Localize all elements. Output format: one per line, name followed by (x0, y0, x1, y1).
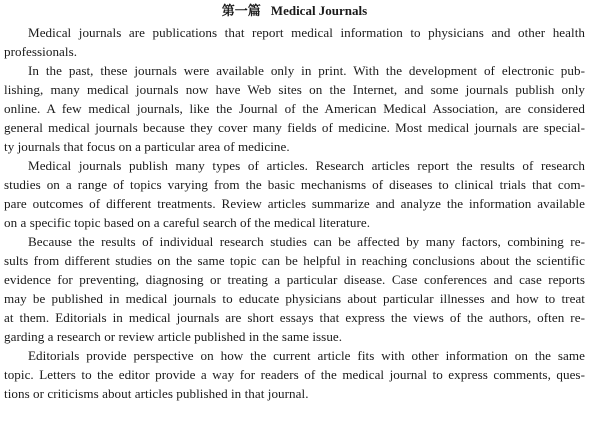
paragraph-1 (4, 23, 585, 61)
text-line: topic. Letters to the editor provide a way for readers of the medical journal to express comments, ques- (4, 367, 585, 382)
text-line: Because the results of individual research studies can be affected by many factors, combining re- (28, 234, 585, 249)
text-line: general medical journals because they cover many fields of medicine. Most medical journals are special- (4, 120, 585, 135)
text-line: tions or criticisms about articles published in that journal. (4, 386, 309, 401)
paragraph-5 (4, 346, 585, 403)
paragraph-2 (4, 61, 585, 156)
text-line: may be published in medical journals to educate physicians about particular illnesses and how to treat (4, 291, 585, 306)
document-title (4, 2, 585, 20)
text-line: studies on a range of topics varying from the basic mechanisms of diseases to clinical trials that com- (4, 177, 585, 192)
paragraph-3 (4, 156, 585, 232)
text-line: evidence for preventing, diagnosing or treating a particular disease. Case conferences and case reports (4, 272, 585, 287)
text-line: sults from different studies on the same topic can be helpful in reaching conclusions about the scientific (4, 253, 585, 268)
text-line: ty journals that focus on a particular area of medicine. (4, 139, 290, 154)
text-line: pare outcomes of different treatments. Review articles summarize and analyze the information available (4, 196, 585, 211)
text-line: professionals. (4, 44, 78, 59)
paragraph-4 (4, 232, 585, 346)
text-line: garding a research or review article published in the same issue. (4, 329, 343, 344)
text-line: In the past, these journals were available only in print. With the development of electronic pub- (28, 63, 585, 78)
title-number: 第一篇 (221, 3, 261, 18)
text-line: Medical journals publish many types of articles. Research articles report the results of research (28, 158, 585, 173)
text-line: on a specific topic based on a careful search of the medical literature. (4, 215, 371, 230)
text-line: online. A few medical journals, like the Journal of the American Medical Association, are considered (4, 101, 585, 116)
text-line: Editorials provide perspective on how the current article fits with other information on the same (28, 348, 585, 363)
title-text: Medical Journals (270, 3, 368, 18)
text-line: Medical journals are publications that report medical information to physicians and other health (28, 25, 585, 40)
text-line: at them. Editorials in medical journals are short essays that express the views of the authors, often re- (4, 310, 585, 325)
text-line: lishing, many medical journals now have Web sites on the Internet, and some journals publish only (4, 82, 585, 97)
